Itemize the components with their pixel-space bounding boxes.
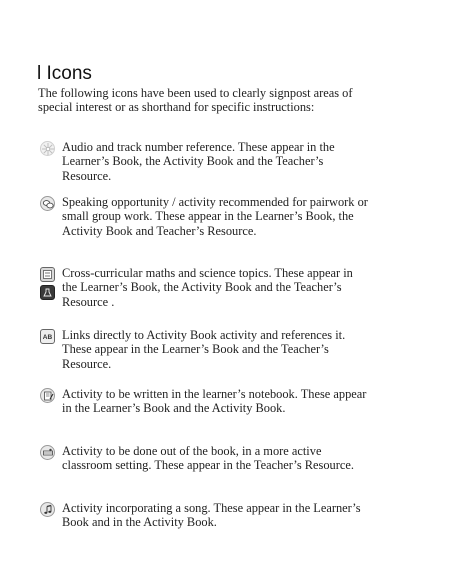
intro-paragraph: The following icons have been used to clearly signpost areas of special interest or as shorthand for specific instructions: xyxy=(38,86,353,115)
entry-description: Cross-curricular maths and science topics. These appear in the Learner’s Book, the Activity Book and the Teacher’s Resource . xyxy=(62,266,353,309)
icon-entry-speaking xyxy=(40,195,370,238)
icon-entry-song xyxy=(40,501,370,530)
icon-entry-activity-book xyxy=(40,328,370,371)
icon-column xyxy=(40,196,58,214)
icon-column xyxy=(40,445,58,463)
icon-column xyxy=(40,388,58,406)
entry-description: Audio and track number reference. These appear in the Learner’s Book, the Activity Book and the Teacher’s Resource. xyxy=(62,140,335,183)
icon-entry-audio xyxy=(40,140,370,183)
icon-column xyxy=(40,141,58,159)
notebook-icon xyxy=(40,388,55,403)
icon-column xyxy=(40,267,58,303)
icon-column xyxy=(40,329,58,347)
entry-description: Activity incorporating a song. These appear in the Learner’s Book and in the Activity Book. xyxy=(62,501,361,530)
science-icon xyxy=(40,285,55,300)
entry-description: Activity to be written in the learner’s notebook. These appear in the Learner’s Book and the Activity Book. xyxy=(62,387,367,416)
icon-column xyxy=(40,502,58,520)
icon-entry-active-classroom xyxy=(40,444,370,473)
svg-text:AB: AB xyxy=(42,334,53,341)
entry-description: Activity to be done out of the book, in a more active classroom setting. These appear in the Teacher’s Resource. xyxy=(62,444,354,473)
audio-disc-icon xyxy=(40,141,55,156)
activity-book-ab-icon xyxy=(40,329,55,344)
song-icon xyxy=(40,502,55,517)
icon-entry-cross-curricular xyxy=(40,266,370,309)
entry-description: Links directly to Activity Book activity and references it. These appear in the Learner’s Book and the Teacher’s Resource. xyxy=(62,328,346,371)
page-title: l Icons xyxy=(37,63,92,84)
active-classroom-icon xyxy=(40,445,55,460)
speaking-icon xyxy=(40,196,55,211)
maths-icon xyxy=(40,267,55,282)
entry-description: Speaking opportunity / activity recommended for pairwork or small group work. These appear in the Learner’s Book, the Activity Book and Teacher’s Resource. xyxy=(62,195,368,238)
icon-entry-notebook xyxy=(40,387,370,416)
